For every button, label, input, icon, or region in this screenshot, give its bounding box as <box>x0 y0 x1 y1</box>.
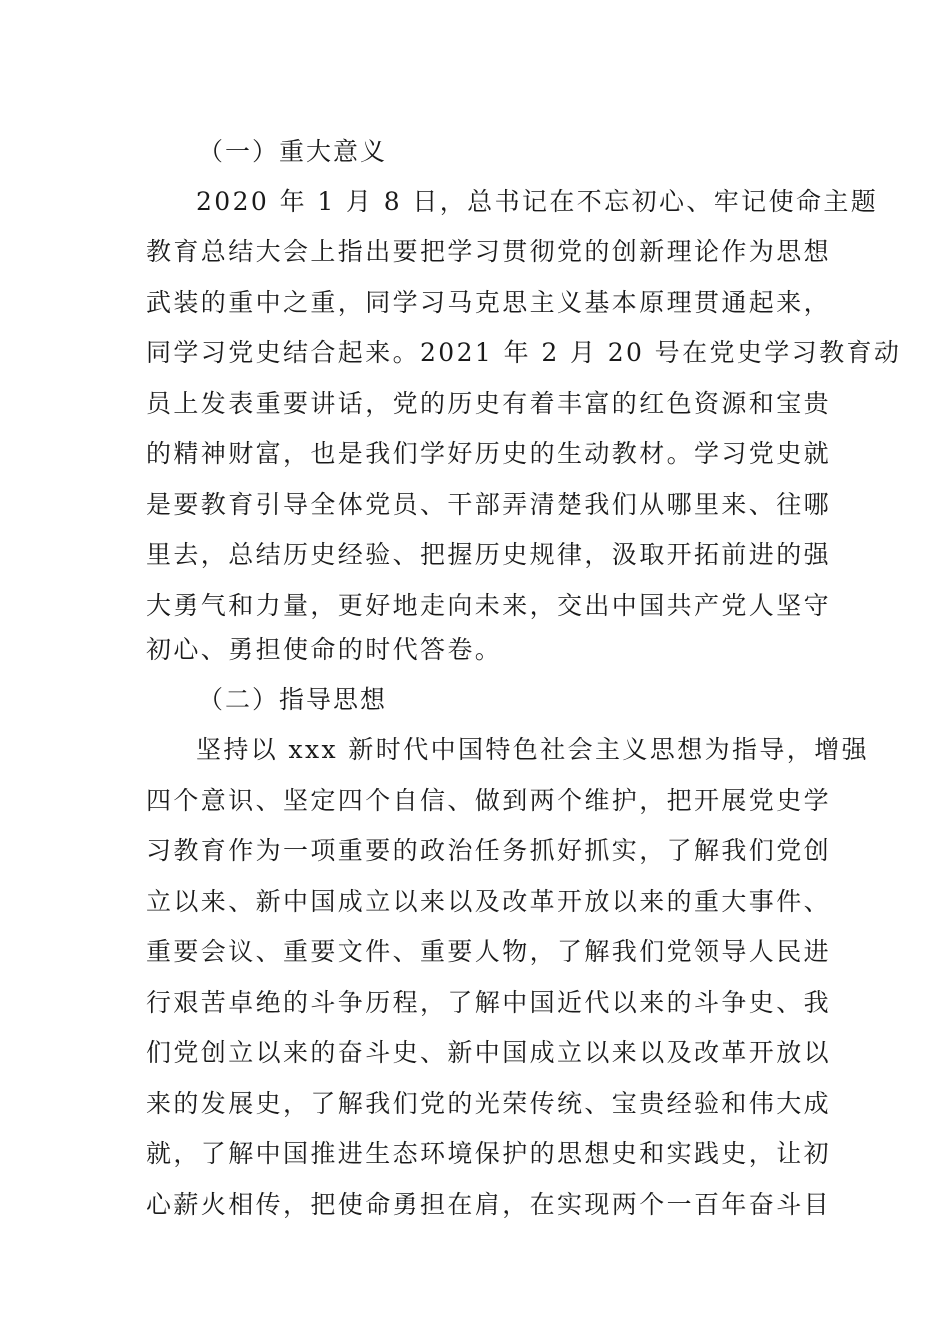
paragraph-line: 教育总结大会上指出要把学习贯彻党的创新理论作为思想 <box>146 237 832 266</box>
paragraph-line: 2020 年 1 月 8 日，总书记在不忘初心、牢记使命主题 <box>196 187 879 216</box>
paragraph-line: 们党创立以来的奋斗史、新中国成立以来以及改革开放以 <box>146 1038 832 1067</box>
paragraph-line: 员上发表重要讲话，党的历史有着丰富的红色资源和宝贵 <box>146 389 832 418</box>
paragraph-line: 武装的重中之重，同学习马克思主义基本原理贯通起来， <box>146 288 832 317</box>
section-heading-guiding-ideology: （二）指导思想 <box>198 685 388 714</box>
paragraph-line: 就，了解中国推进生态环境保护的思想史和实践史，让初 <box>146 1139 832 1168</box>
paragraph-line: 大勇气和力量，更好地走向未来，交出中国共产党人坚守 <box>146 591 832 620</box>
paragraph-line: 心薪火相传，把使命勇担在肩，在实现两个一百年奋斗目 <box>146 1190 832 1219</box>
paragraph-line: 习教育作为一项重要的政治任务抓好抓实，了解我们党创 <box>146 836 832 865</box>
paragraph-line: 同学习党史结合起来。2021 年 2 月 20 号在党史学习教育动 <box>146 338 902 367</box>
section-heading-significance: （一）重大意义 <box>198 137 388 166</box>
paragraph-line: 的精神财富，也是我们学好历史的生动教材。学习党史就 <box>146 439 832 468</box>
paragraph-line: 立以来、新中国成立以来以及改革开放以来的重大事件、 <box>146 887 832 916</box>
paragraph-line: 是要教育引导全体党员、干部弄清楚我们从哪里来、往哪 <box>146 490 832 519</box>
paragraph-line: 重要会议、重要文件、重要人物，了解我们党领导人民进 <box>146 937 832 966</box>
paragraph-line: 初心、勇担使命的时代答卷。 <box>146 635 503 664</box>
paragraph-line: 里去，总结历史经验、把握历史规律，汲取开拓前进的强 <box>146 540 832 569</box>
paragraph-line: 四个意识、坚定四个自信、做到两个维护，把开展党史学 <box>146 786 832 815</box>
paragraph-line: 坚持以 xxx 新时代中国特色社会主义思想为指导，增强 <box>196 735 869 764</box>
paragraph-line: 来的发展史，了解我们党的光荣传统、宝贵经验和伟大成 <box>146 1089 832 1118</box>
paragraph-line: 行艰苦卓绝的斗争历程，了解中国近代以来的斗争史、我 <box>146 988 832 1017</box>
